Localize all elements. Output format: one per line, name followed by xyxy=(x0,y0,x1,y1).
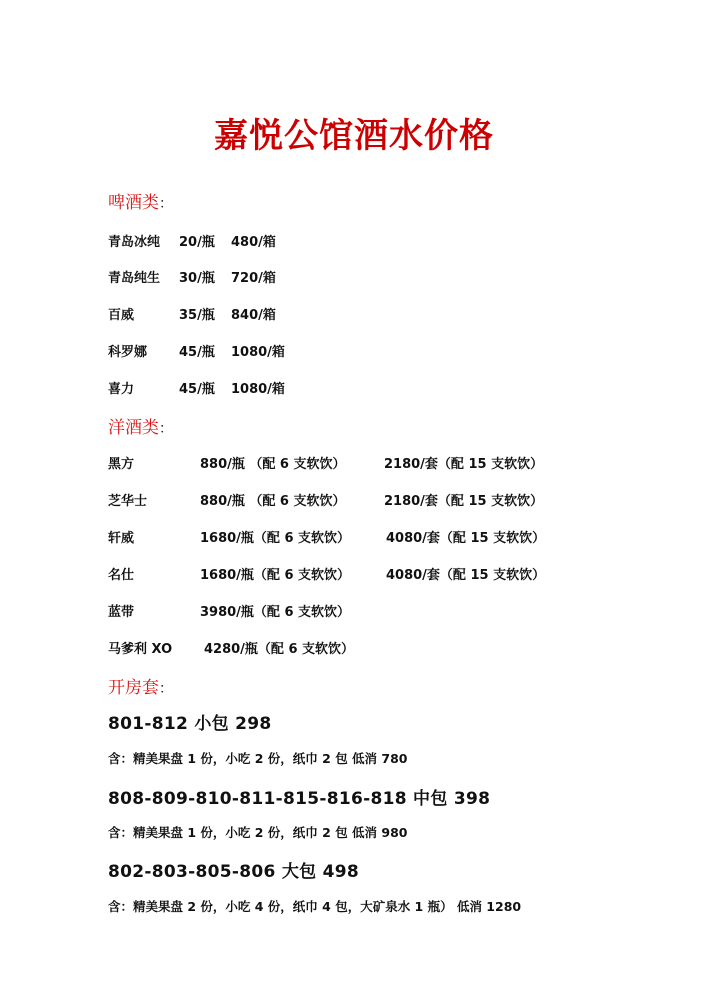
section-heading-rooms xyxy=(108,673,173,698)
room-package-header: 808-809-810-811-815-816-818 中包 398 xyxy=(108,789,491,809)
item-set-price: 2180/套（配 15 支软饮） xyxy=(384,494,544,509)
item-bottle-price: 45/瓶 xyxy=(179,382,215,397)
page-title: 嘉悦公馆酒水价格 xyxy=(214,116,494,156)
item-bottle-price: 880/瓶 （配 6 支软饮） xyxy=(200,494,346,509)
room-package-header: 801-812 小包 298 xyxy=(108,714,272,734)
item-case-price: 840/箱 xyxy=(231,308,276,323)
section-heading-liquor-label: 洋酒类 xyxy=(108,418,159,438)
item-name: 轩威 xyxy=(108,531,135,546)
item-bottle-price: 1680/瓶（配 6 支软饮） xyxy=(200,568,351,583)
item-name: 青岛冰纯 xyxy=(108,235,161,250)
item-name: 芝华士 xyxy=(108,494,148,509)
item-case-price: 480/箱 xyxy=(231,235,276,250)
section-heading-rooms-label: 开房套 xyxy=(108,678,159,698)
room-package-header: 802-803-805-806 大包 498 xyxy=(108,862,360,882)
room-package-desc: 含：精美果盘 1 份，小吃 2 份，纸巾 2 包 低消 780 xyxy=(108,751,408,766)
item-bottle-price: 45/瓶 xyxy=(179,345,215,360)
item-bottle-price: 35/瓶 xyxy=(179,308,215,323)
item-name: 黑方 xyxy=(108,457,135,472)
item-set-price: 4080/套（配 15 支软饮） xyxy=(386,531,546,546)
item-bottle-price: 20/瓶 xyxy=(179,235,215,250)
item-name: 蓝带 xyxy=(108,605,135,620)
item-bottle-price: 3980/瓶（配 6 支软饮） xyxy=(200,605,351,620)
item-case-price: 1080/箱 xyxy=(231,345,285,360)
item-set-price: 2180/套（配 15 支软饮） xyxy=(384,457,544,472)
item-bottle-price: 4280/瓶（配 6 支软饮） xyxy=(204,642,355,657)
section-heading-beer-label: 啤酒类 xyxy=(108,193,159,213)
item-name: 百威 xyxy=(108,308,135,323)
room-package-desc: 含：精美果盘 1 份，小吃 2 份，纸巾 2 包 低消 980 xyxy=(108,825,408,840)
item-set-price: 4080/套（配 15 支软饮） xyxy=(386,568,546,583)
item-name: 科罗娜 xyxy=(108,345,148,360)
item-bottle-price: 880/瓶 （配 6 支软饮） xyxy=(200,457,346,472)
item-bottle-price: 30/瓶 xyxy=(179,271,215,286)
section-heading-beer xyxy=(108,188,173,213)
section-heading-liquor xyxy=(108,413,173,438)
item-name: 名仕 xyxy=(108,568,135,583)
item-case-price: 1080/箱 xyxy=(231,382,285,397)
item-name: 喜力 xyxy=(108,382,135,397)
item-case-price: 720/箱 xyxy=(231,271,276,286)
item-name: 马爹利 XO xyxy=(108,642,173,657)
section-colon: ： xyxy=(159,196,173,212)
section-colon: ： xyxy=(159,421,173,437)
item-name: 青岛纯生 xyxy=(108,271,161,286)
item-bottle-price: 1680/瓶（配 6 支软饮） xyxy=(200,531,351,546)
section-colon: ： xyxy=(159,681,173,697)
room-package-desc: 含：精美果盘 2 份，小吃 4 份，纸巾 4 包，大矿泉水 1 瓶） 低消 1280 xyxy=(108,899,522,914)
